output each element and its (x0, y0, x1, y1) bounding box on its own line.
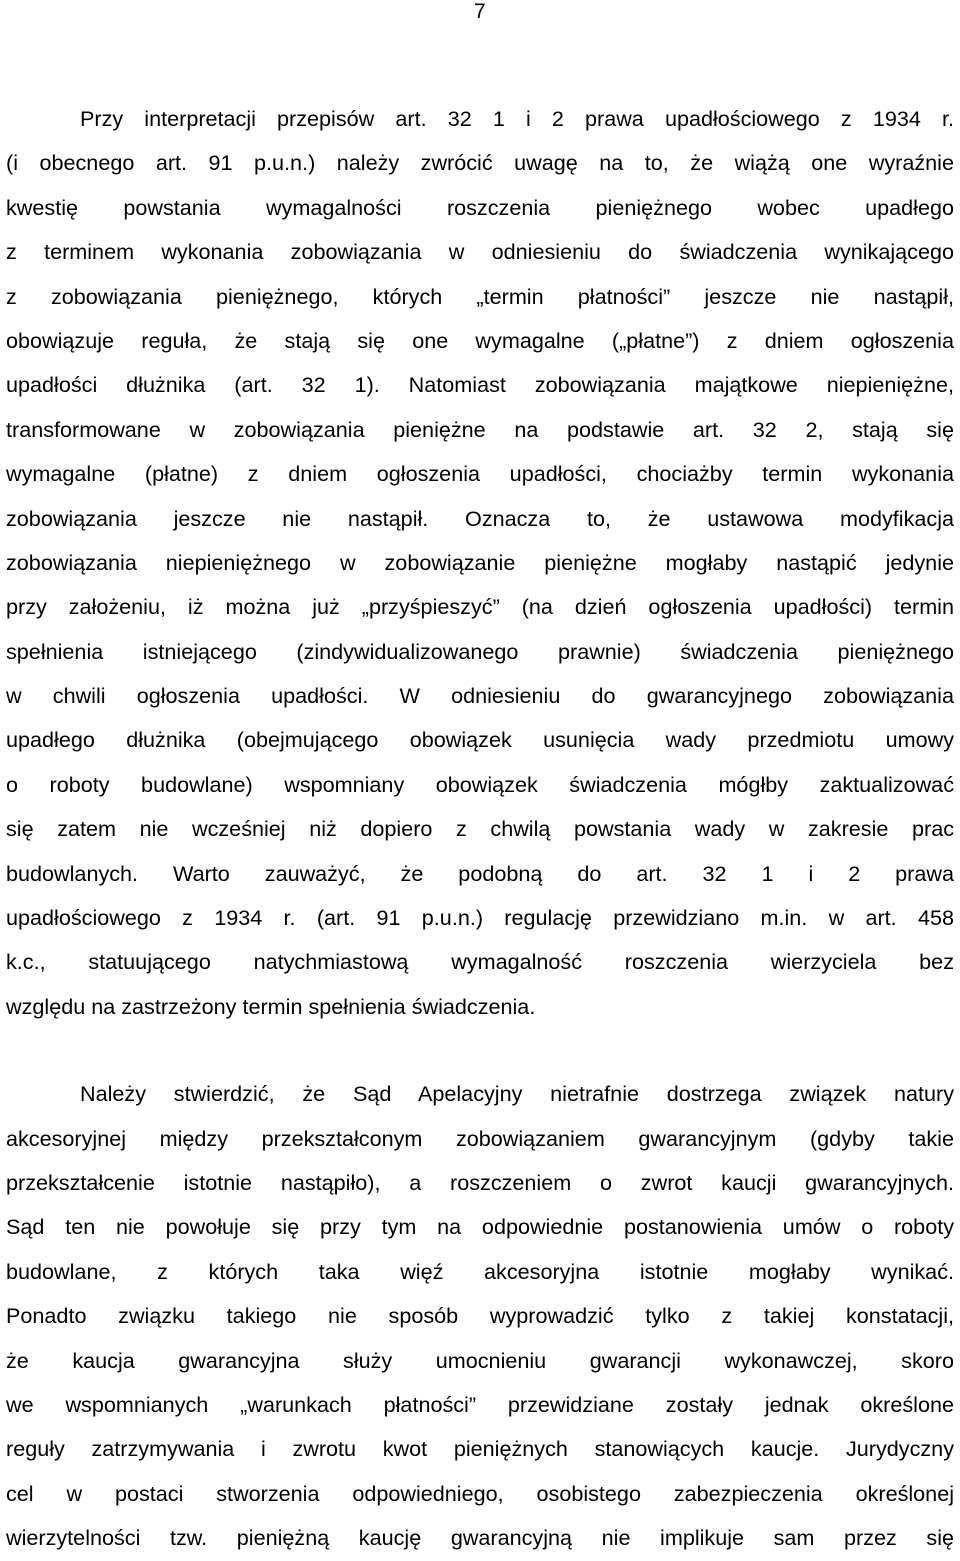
text-line: w chwili ogłoszenia upadłości. W odniesieniu do gwarancyjnego zobowiązania (6, 683, 954, 709)
text-line: wymagalne (płatne) z dniem ogłoszenia upadłości, chociażby termin wykonania (6, 461, 954, 487)
text-line: się zatem nie wcześniej niż dopiero z chwilą powstania wady w zakresie prac (6, 816, 954, 842)
text-line: we wspomnianych „warunkach płatności” przewidziane zostały jednak określone (6, 1391, 954, 1417)
document-body (6, 97, 954, 1561)
paragraph (6, 1072, 954, 1560)
text-line: kwestię powstania wymagalności roszczenia pieniężnego wobec upadłego (6, 194, 954, 220)
text-line: przekształcenie istotnie nastąpiło), a roszczeniem o zwrot kaucji gwarancyjnych. (6, 1169, 954, 1195)
text-line: zobowiązania niepieniężnego w zobowiązanie pieniężne mogłaby nastąpić jedynie (6, 549, 954, 575)
text-line: że kaucja gwarancyjna służy umocnieniu gwarancji wykonawczej, skoro (6, 1347, 954, 1373)
text-line: upadłościowego z 1934 r. (art. 91 p.u.n.) regulację przewidziano m.in. w art. 458 (6, 905, 954, 931)
text-line: upadłości dłużnika (art. 32 1). Natomiast zobowiązania majątkowe niepieniężne, (6, 372, 954, 398)
text-line: z terminem wykonania zobowiązania w odniesieniu do świadczenia wynikającego (6, 239, 954, 265)
text-line: upadłego dłużnika (obejmującego obowiązek usunięcia wady przedmiotu umowy (6, 727, 954, 753)
text-line: budowlane, z których taka więź akcesoryjna istotnie mogłaby wynikać. (6, 1258, 954, 1284)
paragraph-spacer (6, 1029, 954, 1072)
paragraph (6, 97, 954, 1029)
text-line: zobowiązania jeszcze nie nastąpił. Oznacza to, że ustawowa modyfikacja (6, 505, 954, 531)
text-line: Ponadto związku takiego nie sposób wyprowadzić tylko z takiej konstatacji, (6, 1303, 954, 1329)
text-line: o roboty budowlane) wspomniany obowiązek świadczenia mógłby zaktualizować (6, 771, 954, 797)
text-line: reguły zatrzymywania i zwrotu kwot pieniężnych stanowiących kaucje. Jurydyczny (6, 1436, 954, 1462)
text-line: transformowane w zobowiązania pieniężne na podstawie art. 32 2, stają się (6, 416, 954, 442)
text-line: cel w postaci stworzenia odpowiedniego, osobistego zabezpieczenia określonej (6, 1480, 954, 1506)
text-line: k.c., statuującego natychmiastową wymagalność roszczenia wierzyciela bez (6, 949, 954, 975)
text-line: spełnienia istniejącego (zindywidualizowanego prawnie) świadczenia pieniężnego (6, 638, 954, 664)
text-line: z zobowiązania pieniężnego, których „termin płatności” jeszcze nie nastąpił, (6, 283, 954, 309)
text-line: Sąd ten nie powołuje się przy tym na odpowiednie postanowienia umów o roboty (6, 1214, 954, 1240)
text-line: (i obecnego art. 91 p.u.n.) należy zwrócić uwagę na to, że wiążą one wyraźnie (6, 150, 954, 176)
page-number: 7 (474, 0, 486, 23)
text-line: Należy stwierdzić, że Sąd Apelacyjny nietrafnie dostrzega związek natury (80, 1081, 954, 1107)
text-line: wierzytelności tzw. pieniężną kaucję gwarancyjną nie implikuje sam przez się (6, 1525, 954, 1551)
text-line: względu na zastrzeżony termin spełnienia świadczenia. (6, 993, 536, 1019)
text-line: przy założeniu, iż można już „przyśpieszyć” (na dzień ogłoszenia upadłości) termin (6, 594, 954, 620)
text-line: Przy interpretacji przepisów art. 32 1 i 2 prawa upadłościowego z 1934 r. (80, 106, 954, 131)
text-line: budowlanych. Warto zauważyć, że podobną do art. 32 1 i 2 prawa (6, 860, 954, 886)
text-line: obowiązuje reguła, że stają się one wymagalne („płatne”) z dniem ogłoszenia (6, 327, 954, 353)
text-line: akcesoryjnej między przekształconym zobowiązaniem gwarancyjnym (gdyby takie (6, 1125, 954, 1151)
